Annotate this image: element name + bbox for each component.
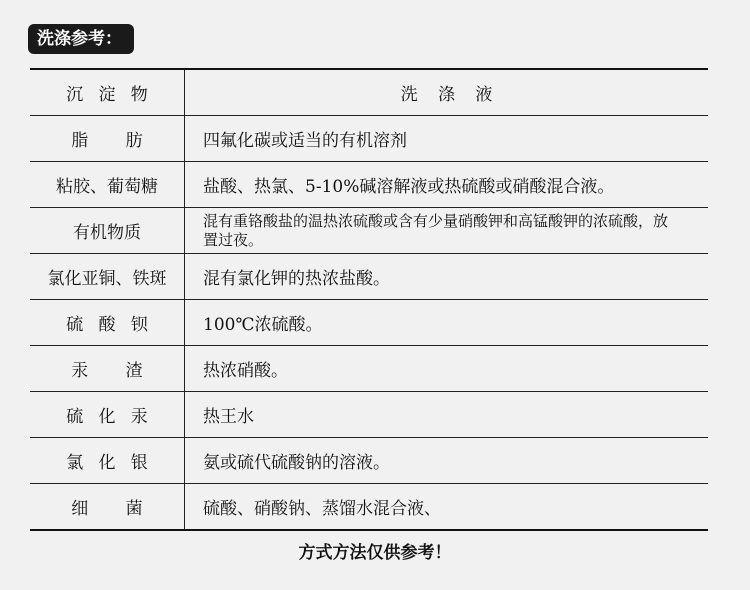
substance-label: 硫酸钡 xyxy=(66,315,164,335)
substance-cell xyxy=(30,116,185,162)
table-row xyxy=(30,438,708,484)
table-row xyxy=(30,300,708,346)
substance-cell xyxy=(30,392,185,438)
substance-label: 细菌 xyxy=(71,499,181,519)
wash-cell: 热王水 xyxy=(185,392,709,438)
table-row xyxy=(30,484,708,531)
wash-cell: 氨或硫代硫酸钠的溶液。 xyxy=(185,438,709,484)
substance-cell: 有机物质 xyxy=(30,208,185,254)
table-row xyxy=(30,208,708,254)
substance-label: 汞渣 xyxy=(71,361,181,381)
table-row xyxy=(30,392,708,438)
header-wash-label: 洗涤液 xyxy=(400,85,513,105)
table-row xyxy=(30,162,708,208)
wash-cell: 四氟化碳或适当的有机溶剂 xyxy=(185,116,709,162)
wash-cell: 热浓硝酸。 xyxy=(185,346,709,392)
header-precipitate-label: 沉淀物 xyxy=(66,85,164,105)
table-row xyxy=(30,116,708,162)
washing-reference-table xyxy=(30,68,708,531)
substance-cell: 氯化亚铜、铁斑 xyxy=(30,254,185,300)
wash-cell: 盐酸、热氯、5-10%碱溶解液或热硫酸或硝酸混合液。 xyxy=(185,162,709,208)
substance-cell xyxy=(30,484,185,531)
wash-cell: 100℃浓硫酸。 xyxy=(185,300,709,346)
substance-cell xyxy=(30,346,185,392)
table-row xyxy=(30,346,708,392)
substance-cell xyxy=(30,300,185,346)
header-wash-cell xyxy=(185,69,709,116)
wash-cell: 混有重铬酸盐的温热浓硫酸或含有少量硝酸钾和高锰酸钾的浓硫酸，放置过夜。 xyxy=(185,208,709,254)
section-title-badge: 洗涤参考： xyxy=(28,24,134,54)
substance-cell: 粘胶、葡萄糖 xyxy=(30,162,185,208)
substance-label: 氯化银 xyxy=(66,453,164,473)
wash-cell: 硫酸、硝酸钠、蒸馏水混合液、 xyxy=(185,484,709,531)
wash-cell: 混有氯化钾的热浓盐酸。 xyxy=(185,254,709,300)
table-row xyxy=(30,254,708,300)
footer-note: 方式方法仅供参考！ xyxy=(298,543,452,563)
substance-cell xyxy=(30,438,185,484)
substance-label: 脂肪 xyxy=(71,131,181,151)
header-precipitate-cell xyxy=(30,69,185,116)
substance-label: 硫化汞 xyxy=(66,407,164,427)
table-header-row xyxy=(30,69,708,116)
